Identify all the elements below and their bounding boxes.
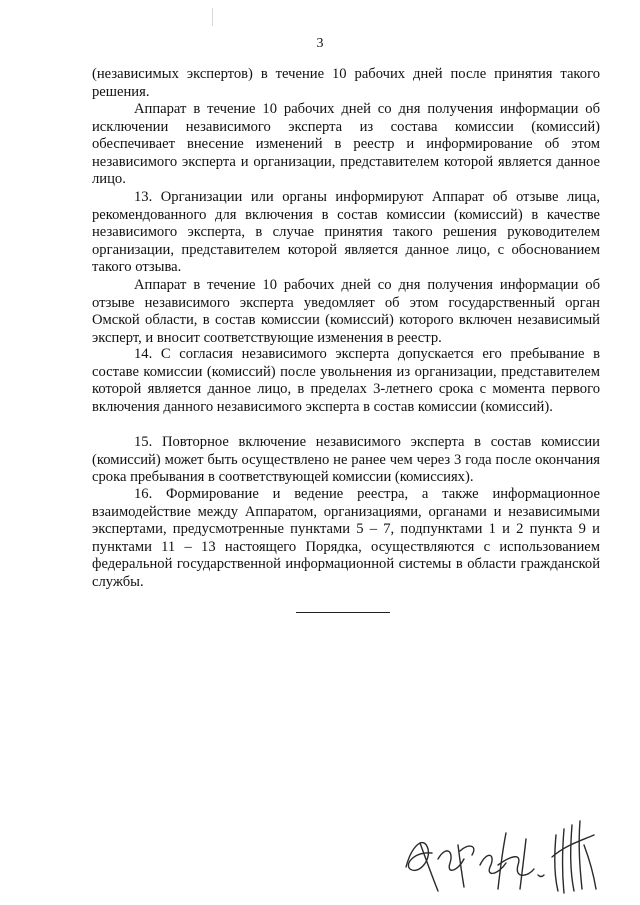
scan-mark [212,8,213,26]
closing-divider [296,612,390,613]
paragraph-13: 13. Организации или органы информируют Аппарат об отзыве лица, рекомендованного для включения в состав комиссии (комиссий) в качестве независимого эксперта, в случае принятия такого решения руководителем организации, представителем которой является данное лицо, с обоснованием такого отзыва. [92,189,600,275]
paragraph-exclusion-notice: Аппарат в течение 10 рабочих дней со дня получения информации об исключении независимого эксперта из состава комиссии (комиссий) обеспечивает внесение изменений в реестр и информирование об этом независимого эксперта и организации, представителем которой является данное лицо. [92,101,600,187]
paragraph-14: 14. С согласия независимого эксперта допускается его пребывание в составе комиссии (комиссий) после увольнения из организации, представителем которой является данное лицо, в пределах 3-летнего срока с момента первого включения данного независимого эксперта в состав комиссии (комиссий). [92,346,600,415]
page-number: 3 [316,36,324,51]
paragraph-continuation: (независимых экспертов) в течение 10 рабочих дней после принятия такого решения. [92,66,600,100]
paragraph-16: 16. Формирование и ведение реестра, а также информационное взаимодействие между Аппаратом, организациями, органами и независимыми экспертами, предусмотренные пунктами 5 – 7, подпунктами 1 и 2 пункта 9 и пунктами 11 – 13 настоящего Порядка, осуществляются с использованием федеральной государственной информационной системы в области гражданской службы. [92,486,600,590]
paragraph-recall-notice: Аппарат в течение 10 рабочих дней со дня получения информации об отзыве независимого эксперта уведомляет об этом государственный орган Омской области, в состав комиссии (комиссий) которого включен независимый эксперт, и вносит соответствующие изменения в реестр. [92,277,600,346]
handwritten-signature [398,805,620,900]
paragraph-15: 15. Повторное включение независимого эксперта в состав комиссии (комиссий) может быть осуществлено не ранее чем через 3 года после окончания срока пребывания в соответствующей комиссии (комиссиях). [92,434,600,485]
